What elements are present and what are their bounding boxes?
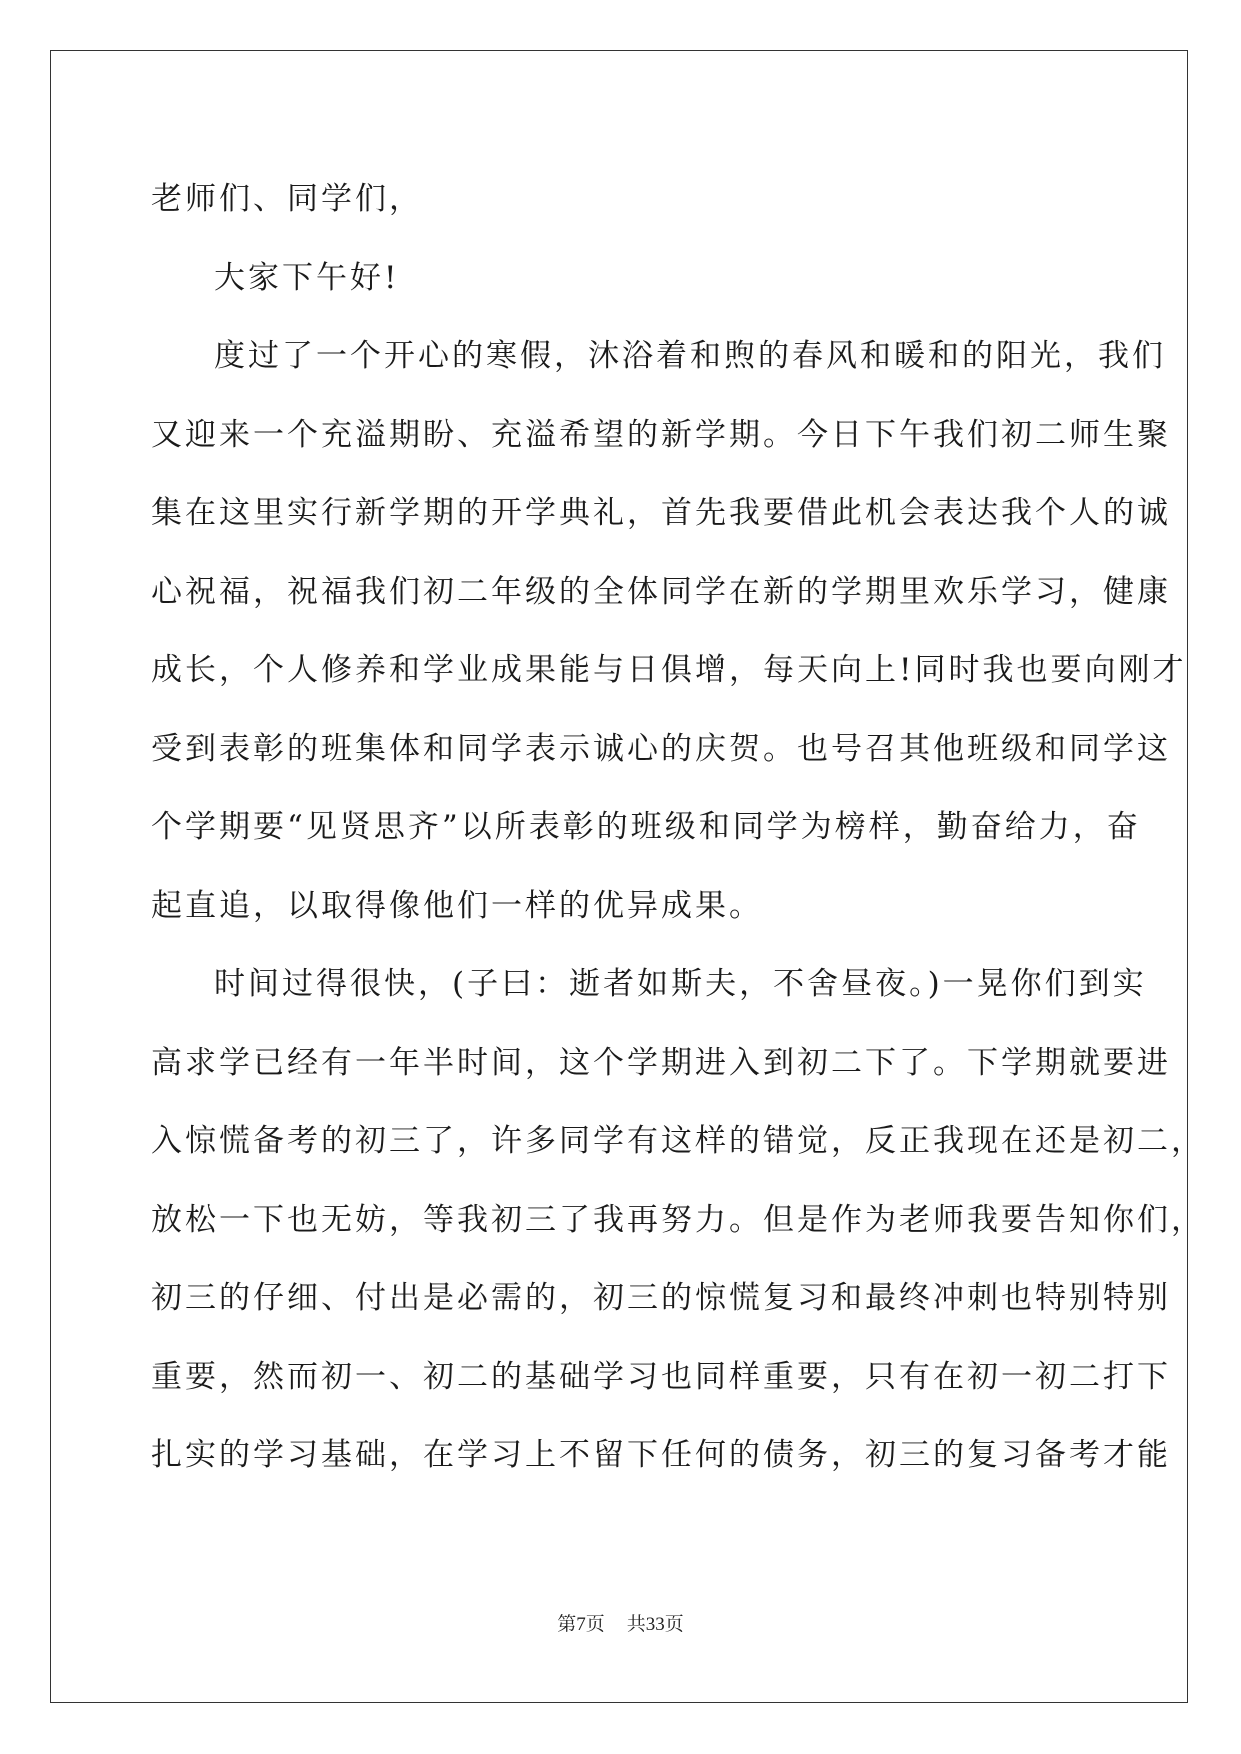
total-pages: 共33页	[626, 1614, 684, 1635]
body-line: 起直追，以取得像他们一样的优异成果。	[151, 887, 763, 924]
body-line: 大家下午好!	[214, 259, 400, 296]
body-line: 入惊慌备考的初三了，许多同学有这样的错觉，反正我现在还是初二，	[151, 1123, 1205, 1159]
body-line: 心祝福，祝福我们初二年级的全体同学在新的学期里欢乐学习，健康	[151, 573, 1171, 610]
page-footer	[0, 1609, 1241, 1636]
body-line: 受到表彰的班集体和同学表示诚心的庆贺。也号召其他班级和同学这	[151, 730, 1171, 767]
body-line: 度过了一个开心的寒假，沐浴着和煦的春风和暖和的阳光，我们	[214, 338, 1166, 374]
body-line: 初三的仔细、付出是必需的，初三的惊慌复习和最终冲刺也特别特别	[151, 1280, 1171, 1316]
body-line: 成长，个人修养和学业成果能与日俱增，每天向上!同时我也要向刚才	[151, 652, 1187, 688]
body-line: 重要，然而初一、初二的基础学习也同样重要，只有在初一初二打下	[151, 1358, 1171, 1395]
body-line: 高求学已经有一年半时间，这个学期进入到初二下了。下学期就要进	[151, 1044, 1171, 1081]
body-line: 集在这里实行新学期的开学典礼，首先我要借此机会表达我个人的诚	[151, 495, 1171, 531]
body-line: 个学期要“见贤思齐”以所表彰的班级和同学为榜样，勤奋给力，奋	[151, 809, 1141, 845]
document-body	[151, 160, 1205, 1495]
page-number: 第7页	[557, 1614, 605, 1635]
body-line: 老师们、同学们，	[151, 181, 423, 217]
body-line: 放松一下也无妨，等我初三了我再努力。但是作为老师我要告知你们，	[151, 1201, 1205, 1238]
body-line: 扎实的学习基础，在学习上不留下任何的债务，初三的复习备考才能	[151, 1437, 1171, 1473]
body-line: 时间过得很快，(子曰：逝者如斯夫，不舍昼夜。)一晃你们到实	[214, 966, 1147, 1002]
body-line: 又迎来一个充溢期盼、充溢希望的新学期。今日下午我们初二师生聚	[151, 416, 1171, 453]
